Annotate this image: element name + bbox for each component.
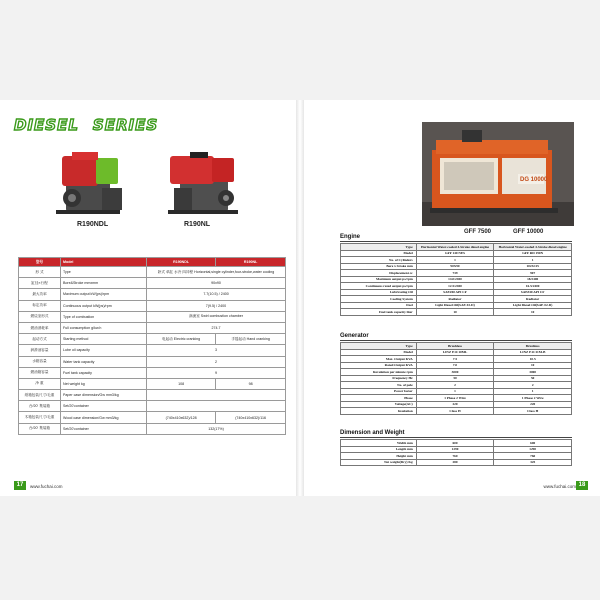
table-row bbox=[19, 322, 286, 333]
row-value-gff7500: 12.5/2400 bbox=[416, 283, 494, 290]
row-value-gff10000: 907 bbox=[494, 270, 572, 277]
section-title-engine: Engine bbox=[340, 234, 361, 240]
row-value-gff10000: 10.5 bbox=[494, 356, 572, 363]
row-value: 274.7 bbox=[147, 322, 286, 333]
row-label-en: Fuel tank capacity bbox=[61, 367, 147, 378]
series-title bbox=[14, 116, 172, 134]
section-rule bbox=[340, 340, 572, 341]
row-value-gff7500: 1 Phase 2 Wire bbox=[416, 395, 494, 402]
row-value-gff10000: GFF RD 190N bbox=[494, 250, 572, 257]
row-value-gff7500: Radiator bbox=[416, 296, 494, 303]
row-label: Insulation bbox=[341, 408, 417, 415]
row-value-gff10000: 10 bbox=[494, 362, 572, 369]
row-label: Type bbox=[341, 244, 417, 251]
row-label-en: Starting method bbox=[61, 334, 147, 345]
table-row bbox=[19, 289, 286, 300]
row-value-gff7500: 3000 bbox=[416, 369, 494, 376]
row-label-cn: 燃烧室形式 bbox=[19, 311, 61, 322]
row-value-gff7500: LINZ E1C10ML bbox=[416, 349, 494, 356]
row-label: Fuel tank capacity liter bbox=[341, 309, 417, 316]
row-label-cn: 形 式 bbox=[19, 267, 61, 278]
table-row bbox=[19, 367, 286, 378]
row-value-gff7500: 14.0/2400 bbox=[416, 276, 494, 283]
engine-spec-table bbox=[340, 243, 572, 316]
row-value-gff7500: 2 bbox=[416, 382, 494, 389]
row-label-cn: 缸径×行程 bbox=[19, 278, 61, 289]
table-row bbox=[19, 311, 286, 322]
row-value-gff7500: 739 bbox=[416, 270, 494, 277]
row-label-en: Type bbox=[61, 267, 147, 278]
generator-spec-table bbox=[340, 342, 572, 415]
row-value-r190nl: 98 bbox=[216, 378, 286, 389]
generator-name-gff10000: GFF 10000 bbox=[513, 229, 544, 235]
row-label-cn: 台/20' 集装箱 bbox=[19, 423, 61, 434]
dimension-spec-table bbox=[340, 439, 572, 466]
row-label: Length mm bbox=[341, 446, 417, 453]
table-row bbox=[341, 408, 572, 415]
row-label-cn: 纸箱包装尺寸/毛重 bbox=[19, 390, 61, 401]
website-url-right: www.fuchai.com bbox=[543, 484, 576, 489]
row-value-gff7500: 1 bbox=[416, 388, 494, 395]
row-value bbox=[147, 401, 286, 412]
spec-header-row bbox=[19, 258, 286, 267]
page-number-left: 17 bbox=[14, 481, 26, 490]
row-label-cn: 润滑油容量 bbox=[19, 345, 61, 356]
section-rule bbox=[340, 241, 572, 242]
series-word-series: SERIES bbox=[92, 116, 159, 134]
row-value-gff10000: 50 bbox=[494, 375, 572, 382]
row-label: Displacement cc bbox=[341, 270, 417, 277]
page-number-right: 18 bbox=[576, 481, 588, 490]
generator-photo bbox=[422, 122, 574, 226]
row-value-gff7500: 600 bbox=[416, 440, 494, 447]
row-label: Model bbox=[341, 250, 417, 257]
table-row bbox=[341, 459, 572, 466]
row-label-en: Net weight kg bbox=[61, 378, 147, 389]
row-value-gff7500: 90X90 bbox=[416, 263, 494, 270]
row-value-gff7500: 50 bbox=[416, 375, 494, 382]
table-row bbox=[19, 278, 286, 289]
table-row bbox=[19, 378, 286, 389]
row-label-en: Maximum output kW(ps)/rpm bbox=[61, 289, 147, 300]
row-value: 7.7(10.5) / 2400 bbox=[147, 289, 286, 300]
row-value-r190ndl: 电起动 Electric cranking bbox=[147, 334, 216, 345]
row-value-gff10000: 1290 bbox=[494, 446, 572, 453]
row-label-en: Continuous output kW(ps)/rpm bbox=[61, 300, 147, 311]
row-value-gff10000: 220 bbox=[494, 401, 572, 408]
section-title-dimension: Dimension and Weight bbox=[340, 430, 405, 436]
row-value: 涡流室 Swirl combustion chamber bbox=[147, 311, 286, 322]
section-title-generator: Generator bbox=[340, 333, 369, 339]
right-page bbox=[304, 100, 600, 496]
row-value-gff10000: 10 bbox=[494, 309, 572, 316]
spec-header-r190nl: R190NL bbox=[216, 258, 286, 267]
row-label-cn: 燃油箱容量 bbox=[19, 367, 61, 378]
row-value-r190nl: (740x410x632)/116 bbox=[216, 412, 286, 423]
row-label-cn: 木箱包装尺寸/毛重 bbox=[19, 412, 61, 423]
series-word-diesel: DIESEL bbox=[14, 116, 79, 134]
row-label: Width mm bbox=[341, 440, 417, 447]
left-page bbox=[0, 100, 296, 496]
row-label-en: Full consumption g/kw.h bbox=[61, 322, 147, 333]
row-label-cn: 最大功率 bbox=[19, 289, 61, 300]
spec-header-r190ndl: R190NDL bbox=[147, 258, 216, 267]
row-value: 7(9.5) / 2400 bbox=[147, 300, 286, 311]
row-value-gff10000: 102X115 bbox=[494, 263, 572, 270]
table-row bbox=[341, 309, 572, 316]
row-value-gff7500: Brushless bbox=[416, 343, 494, 350]
product-label-r190nl: R190NL bbox=[184, 221, 211, 228]
table-row bbox=[19, 334, 286, 345]
row-value-gff7500: 760 bbox=[416, 453, 494, 460]
website-url-left: www.fuchai.com bbox=[30, 484, 63, 489]
row-value-gff10000: 1 bbox=[494, 257, 572, 264]
section-rule bbox=[340, 437, 572, 438]
row-label-en: Paper case dimension/Gw mm3/kg bbox=[61, 390, 147, 401]
table-row bbox=[19, 300, 286, 311]
row-value: 9 bbox=[147, 367, 286, 378]
row-label: Model bbox=[341, 349, 417, 356]
row-label: Bore x Stroke mm bbox=[341, 263, 417, 270]
row-label: Power factor bbox=[341, 388, 417, 395]
row-value-gff10000: 1 bbox=[494, 388, 572, 395]
table-row bbox=[19, 356, 286, 367]
row-label: Fuel bbox=[341, 302, 417, 309]
row-label: Height mm bbox=[341, 453, 417, 460]
row-value-gff10000: 325 bbox=[494, 459, 572, 466]
engine-image-r190ndl bbox=[52, 148, 130, 218]
row-label: No. of pole bbox=[341, 382, 417, 389]
engine-image-r190nl bbox=[160, 148, 244, 218]
product-label-r190ndl: R190NDL bbox=[77, 221, 109, 228]
generator-name-gff7500: GFF 7500 bbox=[464, 229, 492, 235]
table-row bbox=[19, 401, 286, 412]
row-value-gff7500: 220 bbox=[416, 401, 494, 408]
row-label-cn: 标定功率 bbox=[19, 300, 61, 311]
row-value-gff10000: 600 bbox=[494, 440, 572, 447]
row-value-gff10000: 3000 bbox=[494, 369, 572, 376]
row-label-en: Water tank capacity bbox=[61, 356, 147, 367]
row-label: Lubricating Oil bbox=[341, 289, 417, 296]
row-label: Phase bbox=[341, 395, 417, 402]
spec-header-cn: 型号 bbox=[19, 258, 61, 267]
row-value-gff7500: 1 bbox=[416, 257, 494, 264]
row-value-gff10000: Light Diesel Oil(SAE #2-D) bbox=[494, 302, 572, 309]
row-value-gff10000: LINZ E1C11M-B bbox=[494, 349, 572, 356]
row-label-en: Wood case dimension/Gw mm3/kg bbox=[61, 412, 147, 423]
row-label-en: Set/20'container bbox=[61, 401, 147, 412]
row-value-gff7500: GFF 140 NES bbox=[416, 250, 494, 257]
row-value-gff7500: 1290 bbox=[416, 446, 494, 453]
table-row bbox=[19, 345, 286, 356]
row-label-en: Set/20'container bbox=[61, 423, 147, 434]
row-label: Type bbox=[341, 343, 417, 350]
row-label-cn: 燃油消耗率 bbox=[19, 322, 61, 333]
row-label-en: Lube oil capacity bbox=[61, 345, 147, 356]
spec-header-en: Model bbox=[61, 258, 147, 267]
brochure-spread bbox=[0, 100, 600, 496]
table-row bbox=[19, 267, 286, 278]
row-label: Continuous rated output ps/rpm bbox=[341, 283, 417, 290]
row-label: Cooling System bbox=[341, 296, 417, 303]
row-label: Rated Output KVA bbox=[341, 362, 417, 369]
row-label: Voltage(AC) bbox=[341, 401, 417, 408]
row-label-cn: 台/20' 集装箱 bbox=[19, 401, 61, 412]
table-row bbox=[19, 390, 286, 401]
row-value-gff7500: 7.5 bbox=[416, 356, 494, 363]
generator-model-text: DG 10000 bbox=[520, 177, 548, 183]
row-label: Net weight(Dry) Kg bbox=[341, 459, 417, 466]
row-label: No. of Cylinders bbox=[341, 257, 417, 264]
row-value: 卧式 单缸 水冷 四冲程 Horizontal,single cylinder,four-stroke,water cooling bbox=[147, 267, 286, 278]
row-value-gff10000: Class H bbox=[494, 408, 572, 415]
row-label: Maximum output ps/rpm bbox=[341, 276, 417, 283]
row-value: 90x90 bbox=[147, 278, 286, 289]
row-label: Max. Output KVA bbox=[341, 356, 417, 363]
row-label-cn: 水箱容量 bbox=[19, 356, 61, 367]
page-gutter bbox=[296, 100, 304, 496]
row-value-r190ndl: (740x410x632)/128 bbox=[147, 412, 216, 423]
row-value bbox=[147, 390, 286, 401]
row-value-gff10000: Horizontal Water-cooled 4-Stroke diesel engine bbox=[494, 244, 572, 251]
row-value-gff7500: Light Diesel Oil(SAE #2-D) bbox=[416, 302, 494, 309]
row-label-en: Type of combustion bbox=[61, 311, 147, 322]
row-label-cn: 净 重 bbox=[19, 378, 61, 389]
row-value-gff7500: 7.0 bbox=[416, 362, 494, 369]
table-row bbox=[19, 423, 286, 434]
row-value-gff10000: 2 bbox=[494, 382, 572, 389]
row-value-r190nl: 手摇起动 Hand cranking bbox=[216, 334, 286, 345]
row-value-gff7500: 280 bbox=[416, 459, 494, 466]
row-value-gff7500: Class H bbox=[416, 408, 494, 415]
row-value-gff10000: 1 Phase 2 Wire bbox=[494, 395, 572, 402]
diesel-spec-table bbox=[18, 257, 286, 435]
row-value-gff10000: SAE#40 API CF bbox=[494, 289, 572, 296]
row-label-en: Bore&Stroke mmxmm bbox=[61, 278, 147, 289]
row-label: Frequency Hz bbox=[341, 375, 417, 382]
row-value-gff7500: 10 bbox=[416, 309, 494, 316]
row-value-gff10000: Brushless bbox=[494, 343, 572, 350]
row-value-gff10000: Radiator bbox=[494, 296, 572, 303]
row-label-cn: 起动方式 bbox=[19, 334, 61, 345]
row-value-gff10000: 760 bbox=[494, 453, 572, 460]
row-value-r190ndl: 108 bbox=[147, 378, 216, 389]
table-row bbox=[19, 412, 286, 423]
row-label: Revolution per minute rpm bbox=[341, 369, 417, 376]
row-value-gff7500: SAE#40 API CF bbox=[416, 289, 494, 296]
row-value: 3 bbox=[147, 345, 286, 356]
row-value: 132(17%) bbox=[147, 423, 286, 434]
row-value-gff10000: 16.5/2400 bbox=[494, 283, 572, 290]
row-value-gff7500: Horizontal Water-cooled 4-Stroke diesel engine bbox=[416, 244, 494, 251]
row-value: 2 bbox=[147, 356, 286, 367]
row-value-gff10000: 18/2400 bbox=[494, 276, 572, 283]
